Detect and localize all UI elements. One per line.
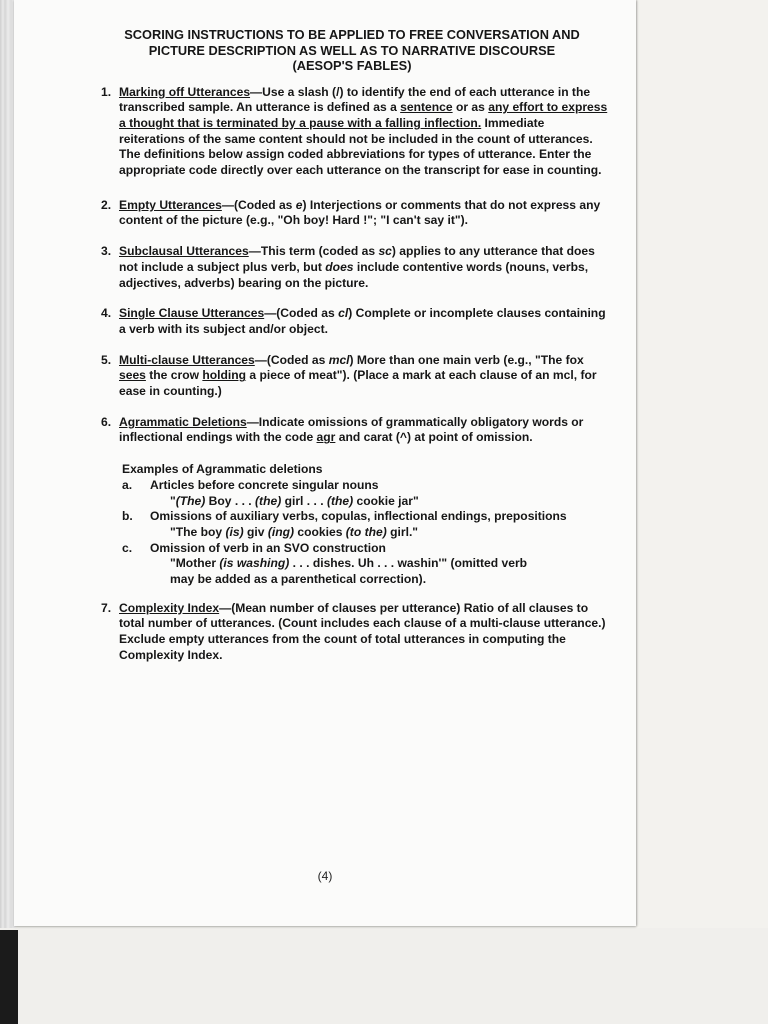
item-text: —(Coded as [254,352,329,367]
instruction-item-7 [92,601,612,664]
instruction-list [92,85,612,447]
instruction-item-1 [92,85,612,179]
instruction-item-5 [92,353,612,400]
quote-text: cookie jar" [353,493,419,508]
desk-shadow [0,930,18,1024]
example-c [122,541,612,557]
item-heading: Empty Utterances [119,197,222,212]
example-a-quote [122,494,612,510]
omitted-word: (is washing) [219,556,290,571]
instruction-item-2 [92,198,612,229]
item-text: —(Coded as [221,197,296,212]
item-number: 1. [101,84,112,99]
instruction-item-4 [92,306,612,337]
item-number: 2. [101,197,112,212]
item-number: 5. [101,352,112,367]
item-code: agr [316,430,336,445]
item-text: ) Complete or incomplete clauses containing a verb with its subject and/or object. [119,306,606,336]
quote-text: "Mother [170,556,220,571]
omitted-word: (The) [175,493,206,508]
example-b-quote [122,525,612,541]
desk-surface [0,928,768,1024]
item-heading: Agrammatic Deletions [119,414,247,429]
item-number: 4. [101,306,112,321]
item-code: mcl [328,352,350,367]
item-text: —Use a slash (/) to identify the end of each utterance in the transcribed sample. An utterance is defined as a [119,84,591,115]
item-underlined-term: sentence [400,100,453,115]
agrammatic-examples [92,462,612,588]
item-code: cl [338,306,349,321]
instruction-list-continued [92,601,612,664]
item-number: 7. [101,600,112,615]
quote-text: girl . . . [281,493,327,508]
omitted-word: (is) [225,524,244,539]
item-emphasis: does [325,259,354,274]
omitted-word: (the) [326,493,354,508]
example-a [122,478,612,494]
title-line-2: PICTURE DESCRIPTION AS WELL AS TO NARRATIVE DISCOURSE [148,42,556,58]
item-code: e [295,197,303,212]
item-heading: Single Clause Utterances [119,306,265,321]
item-heading: Subclausal Utterances [119,244,249,259]
page-content [92,27,612,664]
item-text: a piece of meat"). (Place a mark at each clause of an mcl, for ease in counting.) [119,368,597,399]
item-text: or as [452,100,489,115]
item-text: —(Mean number of clauses per utterance) Ratio of all clauses to total number of utterances. (Count includes each clause of a multi-clause utterance.) Exclude empty utterances from the count of total utterances in computing the Complexity Index. [119,600,606,662]
example-label: a. [122,477,133,492]
quote-text: Boy . . . [205,493,256,508]
example-description: Omissions of auxiliary verbs, copulas, inflectional endings, prepositions [150,509,567,524]
example-description: Articles before concrete singular nouns [150,477,379,492]
item-number: 3. [101,244,112,259]
item-text: ) applies to any utterance that does not include a subject plus verb, but [119,244,595,274]
example-label: c. [122,540,133,555]
example-label: b. [122,509,133,524]
document-page [14,0,636,926]
quote-text: girl." [386,524,419,539]
quote-text: cookies [294,524,346,539]
title-line-1: SCORING INSTRUCTIONS TO BE APPLIED TO FREE CONVERSATION AND [124,27,580,42]
example-b [122,509,612,525]
page-number: (4) [317,869,333,883]
item-underlined-word: sees [119,368,146,383]
quote-text: giv [243,524,268,539]
example-c-note: may be added as a parenthetical correction). [170,572,427,587]
instruction-item-3 [92,244,612,291]
item-number: 6. [101,414,112,429]
item-text: —(Coded as [264,306,339,321]
item-text: —This term (coded as [248,244,379,259]
item-heading: Complexity Index [119,600,220,615]
item-underlined-definition: any effort to express a thought that is terminated by a pause with a falling inflection. [119,100,608,130]
item-text: ) Interjections or comments that do not express any content of the picture (e.g., "Oh boy! Hard !"; "I can't say it"). [119,197,601,228]
instruction-item-6 [92,415,612,446]
omitted-word: (to the) [345,524,387,539]
item-text: ) More than one main verb (e.g., "The fox [349,352,584,367]
omitted-word: (ing) [267,524,295,539]
item-code: sc [378,244,392,259]
item-text: and carat (^) at point of omission. [335,430,533,445]
item-text: include contentive words (nouns, verbs, adjectives, adverbs) bearing on the picture. [119,259,589,290]
item-text: —Indicate omissions of grammatically obligatory words or inflectional endings with the code [119,414,584,445]
title-line-3: (AESOP'S FABLES) [292,58,412,73]
omitted-word: (the) [255,493,282,508]
item-heading: Multi-clause Utterances [119,352,255,367]
item-underlined-word: holding [202,368,247,383]
document-title [92,27,612,74]
quote-text: "The boy [170,524,226,539]
example-description: Omission of verb in an SVO construction [150,540,386,555]
examples-heading: Examples of Agrammatic deletions [122,462,323,477]
example-c-quote [122,556,612,572]
quote-mark: " [170,493,176,508]
item-text: Immediate reiterations of the same content should not be included in the count of utterances. The definitions below assign coded abbreviations for types of utterance. Enter the appropriate code directly over each utterance on the transcript for ease in counting. [119,115,602,178]
item-heading: Marking off Utterances [119,84,251,99]
quote-text: . . . dishes. Uh . . . washin'" (omitted verb [289,556,528,571]
item-text: the crow [145,368,203,383]
